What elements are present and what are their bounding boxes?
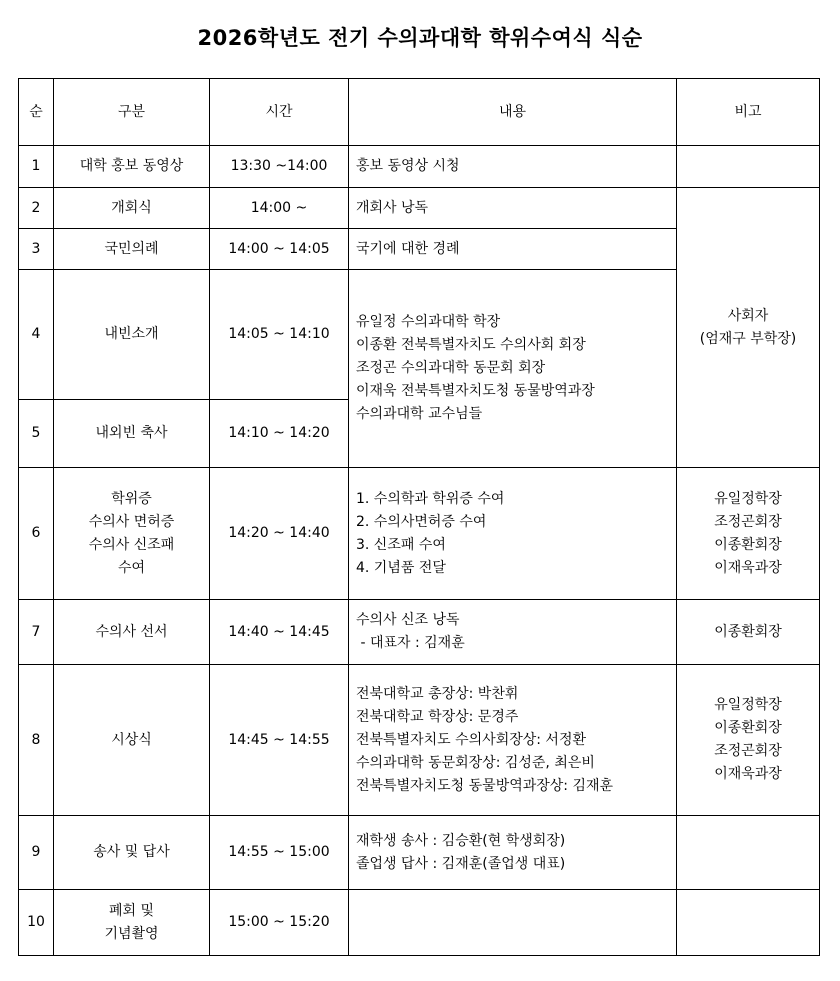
row-note: 유일정학장 조정곤회장 이종환회장 이재욱과장 [677, 468, 820, 600]
header-category: 구분 [54, 79, 210, 146]
row-time: 15:00 ~ 15:20 [210, 890, 349, 956]
row-category: 학위증 수의사 면허증 수의사 신조패 수여 [54, 468, 210, 600]
row-no: 1 [19, 146, 54, 188]
row-note [677, 146, 820, 188]
mc-note: 사회자 (엄재구 부학장) [677, 188, 820, 468]
row-no: 7 [19, 600, 54, 665]
row-time: 14:10 ~ 14:20 [210, 400, 349, 468]
table-row [19, 468, 820, 600]
row-category: 내빈소개 [54, 270, 210, 400]
row-category: 개회식 [54, 188, 210, 229]
row-content: 국기에 대한 경례 [349, 229, 677, 270]
row-content: 수의사 신조 낭독 - 대표자 : 김재훈 [349, 600, 677, 665]
row-no: 6 [19, 468, 54, 600]
row-no: 8 [19, 665, 54, 816]
row-category: 국민의례 [54, 229, 210, 270]
row-no: 10 [19, 890, 54, 956]
row-time: 14:45 ~ 14:55 [210, 665, 349, 816]
row-category: 시상식 [54, 665, 210, 816]
row-category: 송사 및 답사 [54, 816, 210, 890]
row-content [349, 890, 677, 956]
row-note [677, 816, 820, 890]
row-no: 9 [19, 816, 54, 890]
row-time: 13:30 ~14:00 [210, 146, 349, 188]
schedule-table [18, 78, 820, 956]
row-no: 5 [19, 400, 54, 468]
row-content: 홍보 동영상 시청 [349, 146, 677, 188]
table-row [19, 816, 820, 890]
row-note: 이종환회장 [677, 600, 820, 665]
row-content: 개회사 낭독 [349, 188, 677, 229]
guests-content: 유일정 수의과대학 학장 이종환 전북특별자치도 수의사회 회장 조정곤 수의과대학 동문회 회장 이재욱 전북특별자치도청 동물방역과장 수의과대학 교수님들 [349, 270, 677, 468]
row-category: 수의사 선서 [54, 600, 210, 665]
table-row [19, 600, 820, 665]
row-content: 재학생 송사 : 김승환(현 학생회장) 졸업생 답사 : 김재훈(졸업생 대표) [349, 816, 677, 890]
header-row [19, 79, 820, 146]
row-no: 4 [19, 270, 54, 400]
row-time: 14:00 ~ [210, 188, 349, 229]
row-content: 전북대학교 총장상: 박찬휘 전북대학교 학장상: 문경주 전북특별자치도 수의사회장상: 서정환 수의과대학 동문회장상: 김성준, 최은비 전북특별자치도청 동물방역과장상: 김재훈 [349, 665, 677, 816]
table-row [19, 146, 820, 188]
row-category: 대학 홍보 동영상 [54, 146, 210, 188]
header-note: 비고 [677, 79, 820, 146]
header-no: 순 [19, 79, 54, 146]
row-time: 14:00 ~ 14:05 [210, 229, 349, 270]
row-no: 3 [19, 229, 54, 270]
page-title: 2026학년도 전기 수의과대학 학위수여식 식순 [197, 26, 643, 50]
row-content: 1. 수의학과 학위증 수여 2. 수의사면허증 수여 3. 신조패 수여 4. 기념품 전달 [349, 468, 677, 600]
row-note: 유일정학장 이종환회장 조정곤회장 이재욱과장 [677, 665, 820, 816]
row-time: 14:55 ~ 15:00 [210, 816, 349, 890]
row-time: 14:20 ~ 14:40 [210, 468, 349, 600]
table-row [19, 188, 820, 229]
row-no: 2 [19, 188, 54, 229]
row-time: 14:05 ~ 14:10 [210, 270, 349, 400]
row-note [677, 890, 820, 956]
table-row [19, 665, 820, 816]
header-time: 시간 [210, 79, 349, 146]
table-row [19, 890, 820, 956]
header-content: 내용 [349, 79, 677, 146]
row-time: 14:40 ~ 14:45 [210, 600, 349, 665]
row-category: 내외빈 축사 [54, 400, 210, 468]
row-category: 폐회 및 기념촬영 [54, 890, 210, 956]
